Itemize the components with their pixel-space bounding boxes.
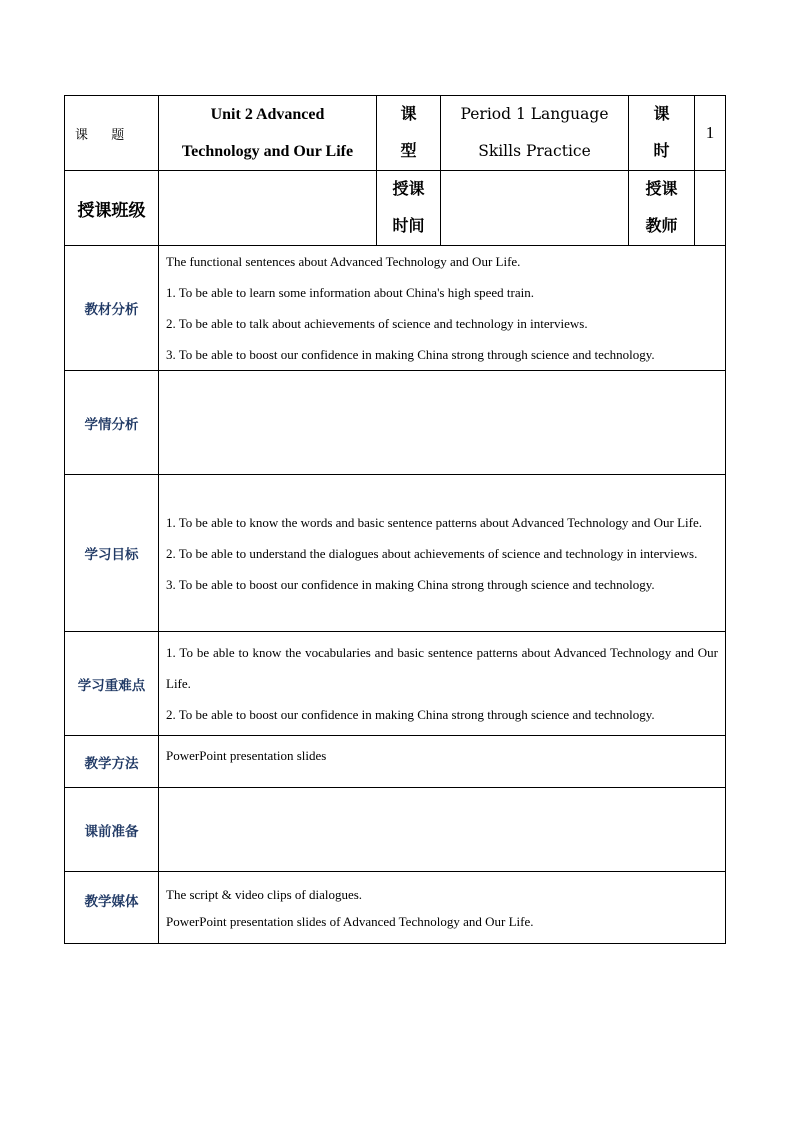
topic-line-2: Technology and Our Life xyxy=(181,143,354,160)
learning-goal-line: 2. To be able to understand the dialogues about achievements of science and technology in interviews. xyxy=(166,545,698,561)
media-label: 教学媒体 xyxy=(65,872,159,944)
learning-goal-line: 1. To be able to know the words and basic sentence patterns about Advanced Technology and Our Life. xyxy=(166,514,702,530)
type-line-1: Period 1 Language xyxy=(460,105,609,123)
media-line: The script & video clips of dialogues. xyxy=(166,886,363,902)
material-analysis-content xyxy=(159,246,726,371)
material-analysis-line: 1. To be able to learn some information about China's high speed train. xyxy=(166,285,534,300)
topic-value xyxy=(159,96,377,171)
material-analysis-line: The functional sentences about Advanced Technology and Our Life. xyxy=(166,254,521,269)
material-analysis-line: 2. To be able to talk about achievements of science and technology in interviews. xyxy=(166,316,588,331)
media-line: PowerPoint presentation slides of Advanced Technology and Our Life. xyxy=(166,913,534,929)
key-points-content xyxy=(159,632,726,736)
class-value xyxy=(159,171,377,246)
topic-label: 课 题 xyxy=(65,96,159,171)
teacher-label-line-1: 授课 xyxy=(645,181,678,198)
learning-goals-content xyxy=(159,475,726,632)
preparation-label: 课前准备 xyxy=(65,788,159,872)
key-points-label: 学习重难点 xyxy=(65,632,159,736)
learning-goals-row xyxy=(65,475,726,632)
student-analysis-row xyxy=(65,371,726,475)
hours-value: 1 xyxy=(695,96,726,171)
header-row xyxy=(65,96,726,171)
student-analysis-label: 学情分析 xyxy=(65,371,159,475)
hours-label-line-1: 课 xyxy=(653,106,670,123)
learning-goal-line: 3. To be able to boost our confidence in making China strong through science and technology. xyxy=(166,576,655,592)
key-points-row xyxy=(65,632,726,736)
class-label: 授课班级 xyxy=(65,171,159,246)
time-value xyxy=(441,171,629,246)
teacher-value xyxy=(695,171,726,246)
type-label-line-2: 型 xyxy=(400,143,417,160)
type-value xyxy=(441,96,629,171)
type-label-line-1: 课 xyxy=(400,106,417,123)
material-analysis-line: 3. To be able to boost our confidence in making China strong through science and technology. xyxy=(166,347,655,362)
media-row xyxy=(65,872,726,944)
student-analysis-content xyxy=(159,371,726,475)
material-analysis-row xyxy=(65,246,726,371)
type-label xyxy=(377,96,441,171)
media-content xyxy=(159,872,726,944)
teacher-label-line-2: 教师 xyxy=(645,218,678,235)
key-point-line: 1. To be able to know the vocabularies and basic sentence patterns about Advanced Technology and Our Life. xyxy=(166,645,718,691)
preparation-row xyxy=(65,788,726,872)
hours-label xyxy=(629,96,695,171)
teaching-methods-row xyxy=(65,736,726,788)
time-label-line-2: 时间 xyxy=(392,218,425,235)
teaching-method-line: PowerPoint presentation slides xyxy=(166,748,327,763)
preparation-content xyxy=(159,788,726,872)
info-row xyxy=(65,171,726,246)
hours-label-line-2: 时 xyxy=(653,143,670,160)
time-label xyxy=(377,171,441,246)
topic-line-1: Unit 2 Advanced xyxy=(210,106,325,123)
lesson-plan-table xyxy=(64,95,726,944)
time-label-line-1: 授课 xyxy=(392,181,425,198)
material-analysis-label: 教材分析 xyxy=(65,246,159,371)
key-point-line: 2. To be able to boost our confidence in making China strong through science and technology. xyxy=(166,707,655,722)
type-line-2: Skills Practice xyxy=(478,142,591,160)
teaching-methods-label: 教学方法 xyxy=(65,736,159,788)
teacher-label xyxy=(629,171,695,246)
teaching-methods-content xyxy=(159,736,726,788)
learning-goals-label: 学习目标 xyxy=(65,475,159,632)
